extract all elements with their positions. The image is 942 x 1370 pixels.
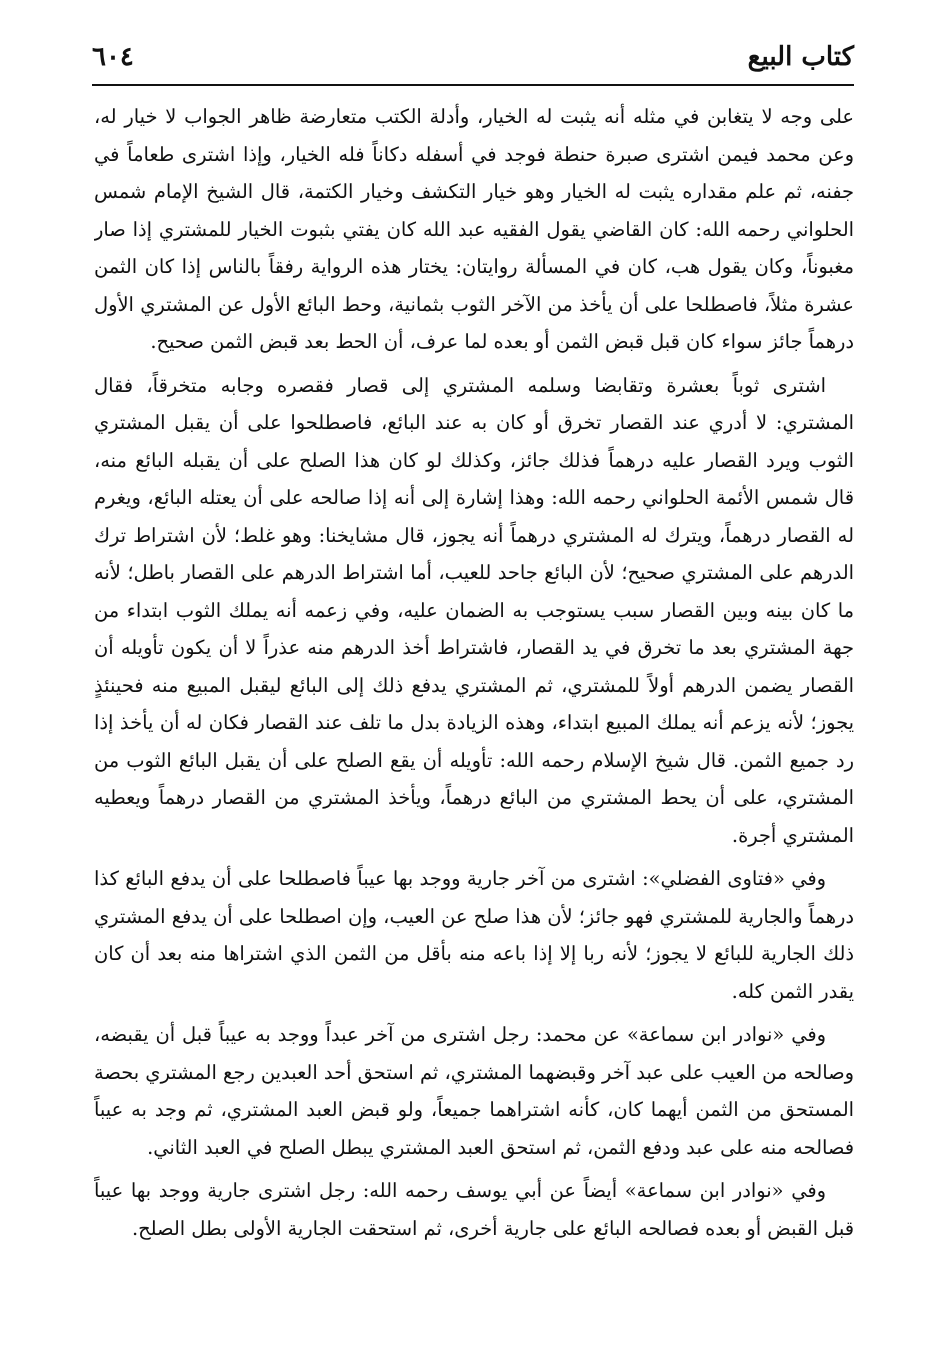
body-text: [94, 98, 854, 1360]
page-number: ٦٠٤: [92, 42, 134, 72]
paragraph: على وجه لا يتغابن في مثله أنه يثبت له الخيار، وأدلة الكتب متعارضة ظاهر الجواب لا خيار له، وعن محمد فيمن اشترى صبرة حنطة فوجد في أسفله دكاناً فله الخيار، وإذا اشترى طعاماً في جفنه، ثم علم مقداره يثبت له الخيار وهو خيار التكشف وخيار الكتمة، قال الشيخ الإمام شمس الحلواني رحمه الله: كان القاضي يقول الفقيه عبد الله كان يفتي بثبوت الخيار للمشتري إذا صار مغبوناً، وكان يقول هب، كان في المسألة روايتان: يختار هذه الرواية رفقاً بالناس إذا كان الثمن عشرة مثلاً، فاصطلحا على أن يأخذ من الآخر الثوب بثمانية، وحط البائع الأول عن المشتري الأول درهماً جائز سواء كان قبل قبض الثمن أو بعده لما عرف، أن الحط بعد قبض الثمن صحيح.: [94, 105, 854, 353]
header-divider: [92, 84, 854, 86]
book-title: كتاب البيع: [747, 42, 854, 72]
paragraph: وفي «نوادر ابن سماعة» أيضاً عن أبي يوسف رحمه الله: رجل اشترى جارية ووجد بها عيباً قبل القبض أو بعده فصالحه البائع على جارية أخرى، ثم استحقت الجارية الأولى بطل الصلح.: [94, 1179, 854, 1240]
paragraph: وفي «فتاوى الفضلي»: اشترى من آخر جارية ووجد بها عيباً فاصطلحا على أن يدفع البائع كذا درهماً والجارية للمشتري فهو جائز؛ لأن هذا صلح عن العيب، وإن اصطلحا على أن يدفع المشتري ذلك الجارية للبائع لا يجوز؛ لأنه ربا إلا إذا باعه منه بأقل من الثمن الذي اشتراها منه بعد أن كان يقدر الثمن كله.: [94, 867, 854, 1003]
paragraph: وفي «نوادر ابن سماعة» عن محمد: رجل اشترى من آخر عبداً ووجد به عيباً قبل أن يقبضه، وصالحه من العيب على عبد آخر وقبضهما المشتري، ثم استحق أحد العبدين رجع المشتري بحصة المستحق من الثمن أيهما كان، كأنه اشتراهما جميعاً، ولو قبض العبد المشتري، ثم وجد به عيباً فصالحه منه على عبد ودفع الثمن، ثم استحق العبد المشتري يبطل الصلح في العبد الثاني.: [94, 1023, 854, 1159]
page-header: [92, 30, 854, 80]
paragraph: اشترى ثوباً بعشرة وتقابضا وسلمه المشتري إلى قصار فقصره وجابه متخرقاً، فقال المشتري: لا أدري عند القصار تخرق أو كان به عند البائع، فاصطلحوا على أن يقبل المشتري الثوب ويرد القصار عليه درهماً فذلك جائز، وكذلك لو كان هذا الصلح على أن يقبله البائع منه، قال شمس الأئمة الحلواني رحمه الله: وهذا إشارة إلى أنه إذا صالحه على أن يعتله البائع، ويغرم له القصار درهماً، ويترك له المشتري درهماً أنه يجوز، قال مشايخنا: وهو غلط؛ لأن اشتراط ترك الدرهم على المشتري صحيح؛ لأن البائع جاحد للعيب، أما اشتراط الدرهم على القصار باطل؛ لأنه ما كان بينه وبين القصار سبب يستوجب به الضمان عليه، وفي زعمه أنه يملك الثوب ابتداء من جهة المشتري بعد ما تخرق في يد القصار، فاشتراط أخذ الدرهم منه عذراً لا أن يكون تأويله أن القصار يضمن الدرهم أولاً للمشتري، ثم المشتري يدفع ذلك إلى البائع ليقبل المبيع منه فحينئذٍ يجوز؛ لأنه يزعم أنه يملك المبيع ابتداء، وهذه الزيادة بدل ما تلف عند القصار فكان له أن يأخذ إذا رد جميع الثمن. قال شيخ الإسلام رحمه الله: تأويله أن يقع الصلح على أن يقبل البائع الثوب من المشتري، على أن يحط المشتري من البائع درهماً، ويأخذ المشتري من القصار درهماً ويعطيه المشتري أجرة.: [94, 373, 854, 847]
